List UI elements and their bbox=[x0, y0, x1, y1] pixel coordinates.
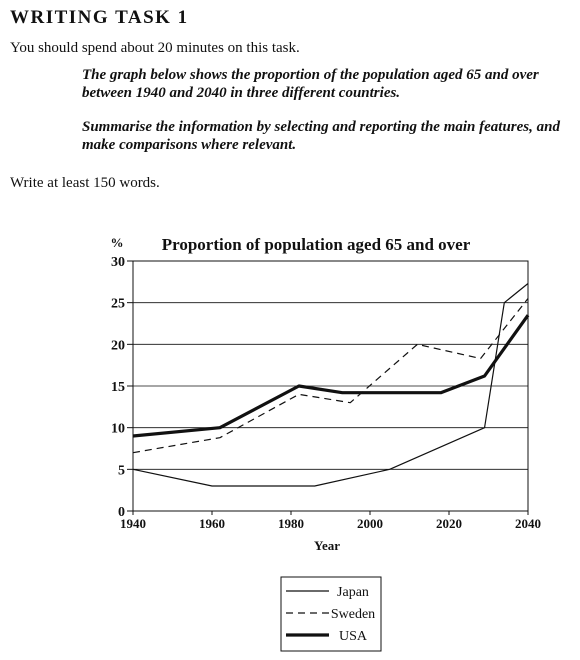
x-axis-label: Year bbox=[314, 538, 340, 553]
series-lines bbox=[133, 284, 528, 487]
series-line-usa bbox=[133, 315, 528, 436]
legend-label-usa: USA bbox=[338, 629, 368, 644]
x-tick-label: 1980 bbox=[278, 516, 304, 531]
x-axis-ticks bbox=[120, 511, 541, 531]
task-prompt-summarise: Summarise the information by selecting and reporting the main features, and make comparisons where relevant. bbox=[82, 119, 560, 153]
legend-label-sweden: Sweden bbox=[330, 607, 376, 622]
y-tick-label: 0 bbox=[118, 505, 125, 520]
y-tick-label: 20 bbox=[111, 338, 125, 354]
task-instruction: You should spend about 20 minutes on this task. bbox=[10, 40, 300, 56]
chart-title: Proportion of population aged 65 and over bbox=[161, 235, 471, 254]
legend bbox=[281, 577, 381, 651]
y-tick-label: 15 bbox=[111, 380, 125, 395]
x-tick-label: 2040 bbox=[515, 516, 541, 531]
x-tick-label: 2020 bbox=[436, 516, 462, 531]
y-tick-label: 30 bbox=[111, 255, 125, 270]
y-axis-ticks bbox=[111, 255, 133, 520]
y-tick-label: 10 bbox=[111, 421, 125, 437]
line-chart bbox=[0, 225, 580, 660]
x-tick-label: 2000 bbox=[357, 516, 383, 531]
x-tick-label: 1940 bbox=[120, 516, 146, 531]
y-tick-label: 25 bbox=[111, 296, 125, 312]
task-prompt-description: The graph below shows the proportion of the population aged 65 and over between 1940 and 2040 in three different countries. bbox=[82, 67, 539, 101]
y-axis-label: % bbox=[110, 235, 124, 250]
word-count-requirement: Write at least 150 words. bbox=[10, 175, 160, 191]
y-tick-label: 5 bbox=[118, 463, 125, 479]
legend-label-japan: Japan bbox=[337, 585, 369, 600]
gridlines bbox=[133, 303, 528, 470]
task-heading: WRITING TASK 1 bbox=[10, 7, 189, 28]
x-tick-label: 1960 bbox=[199, 516, 225, 531]
series-line-japan bbox=[133, 284, 528, 487]
